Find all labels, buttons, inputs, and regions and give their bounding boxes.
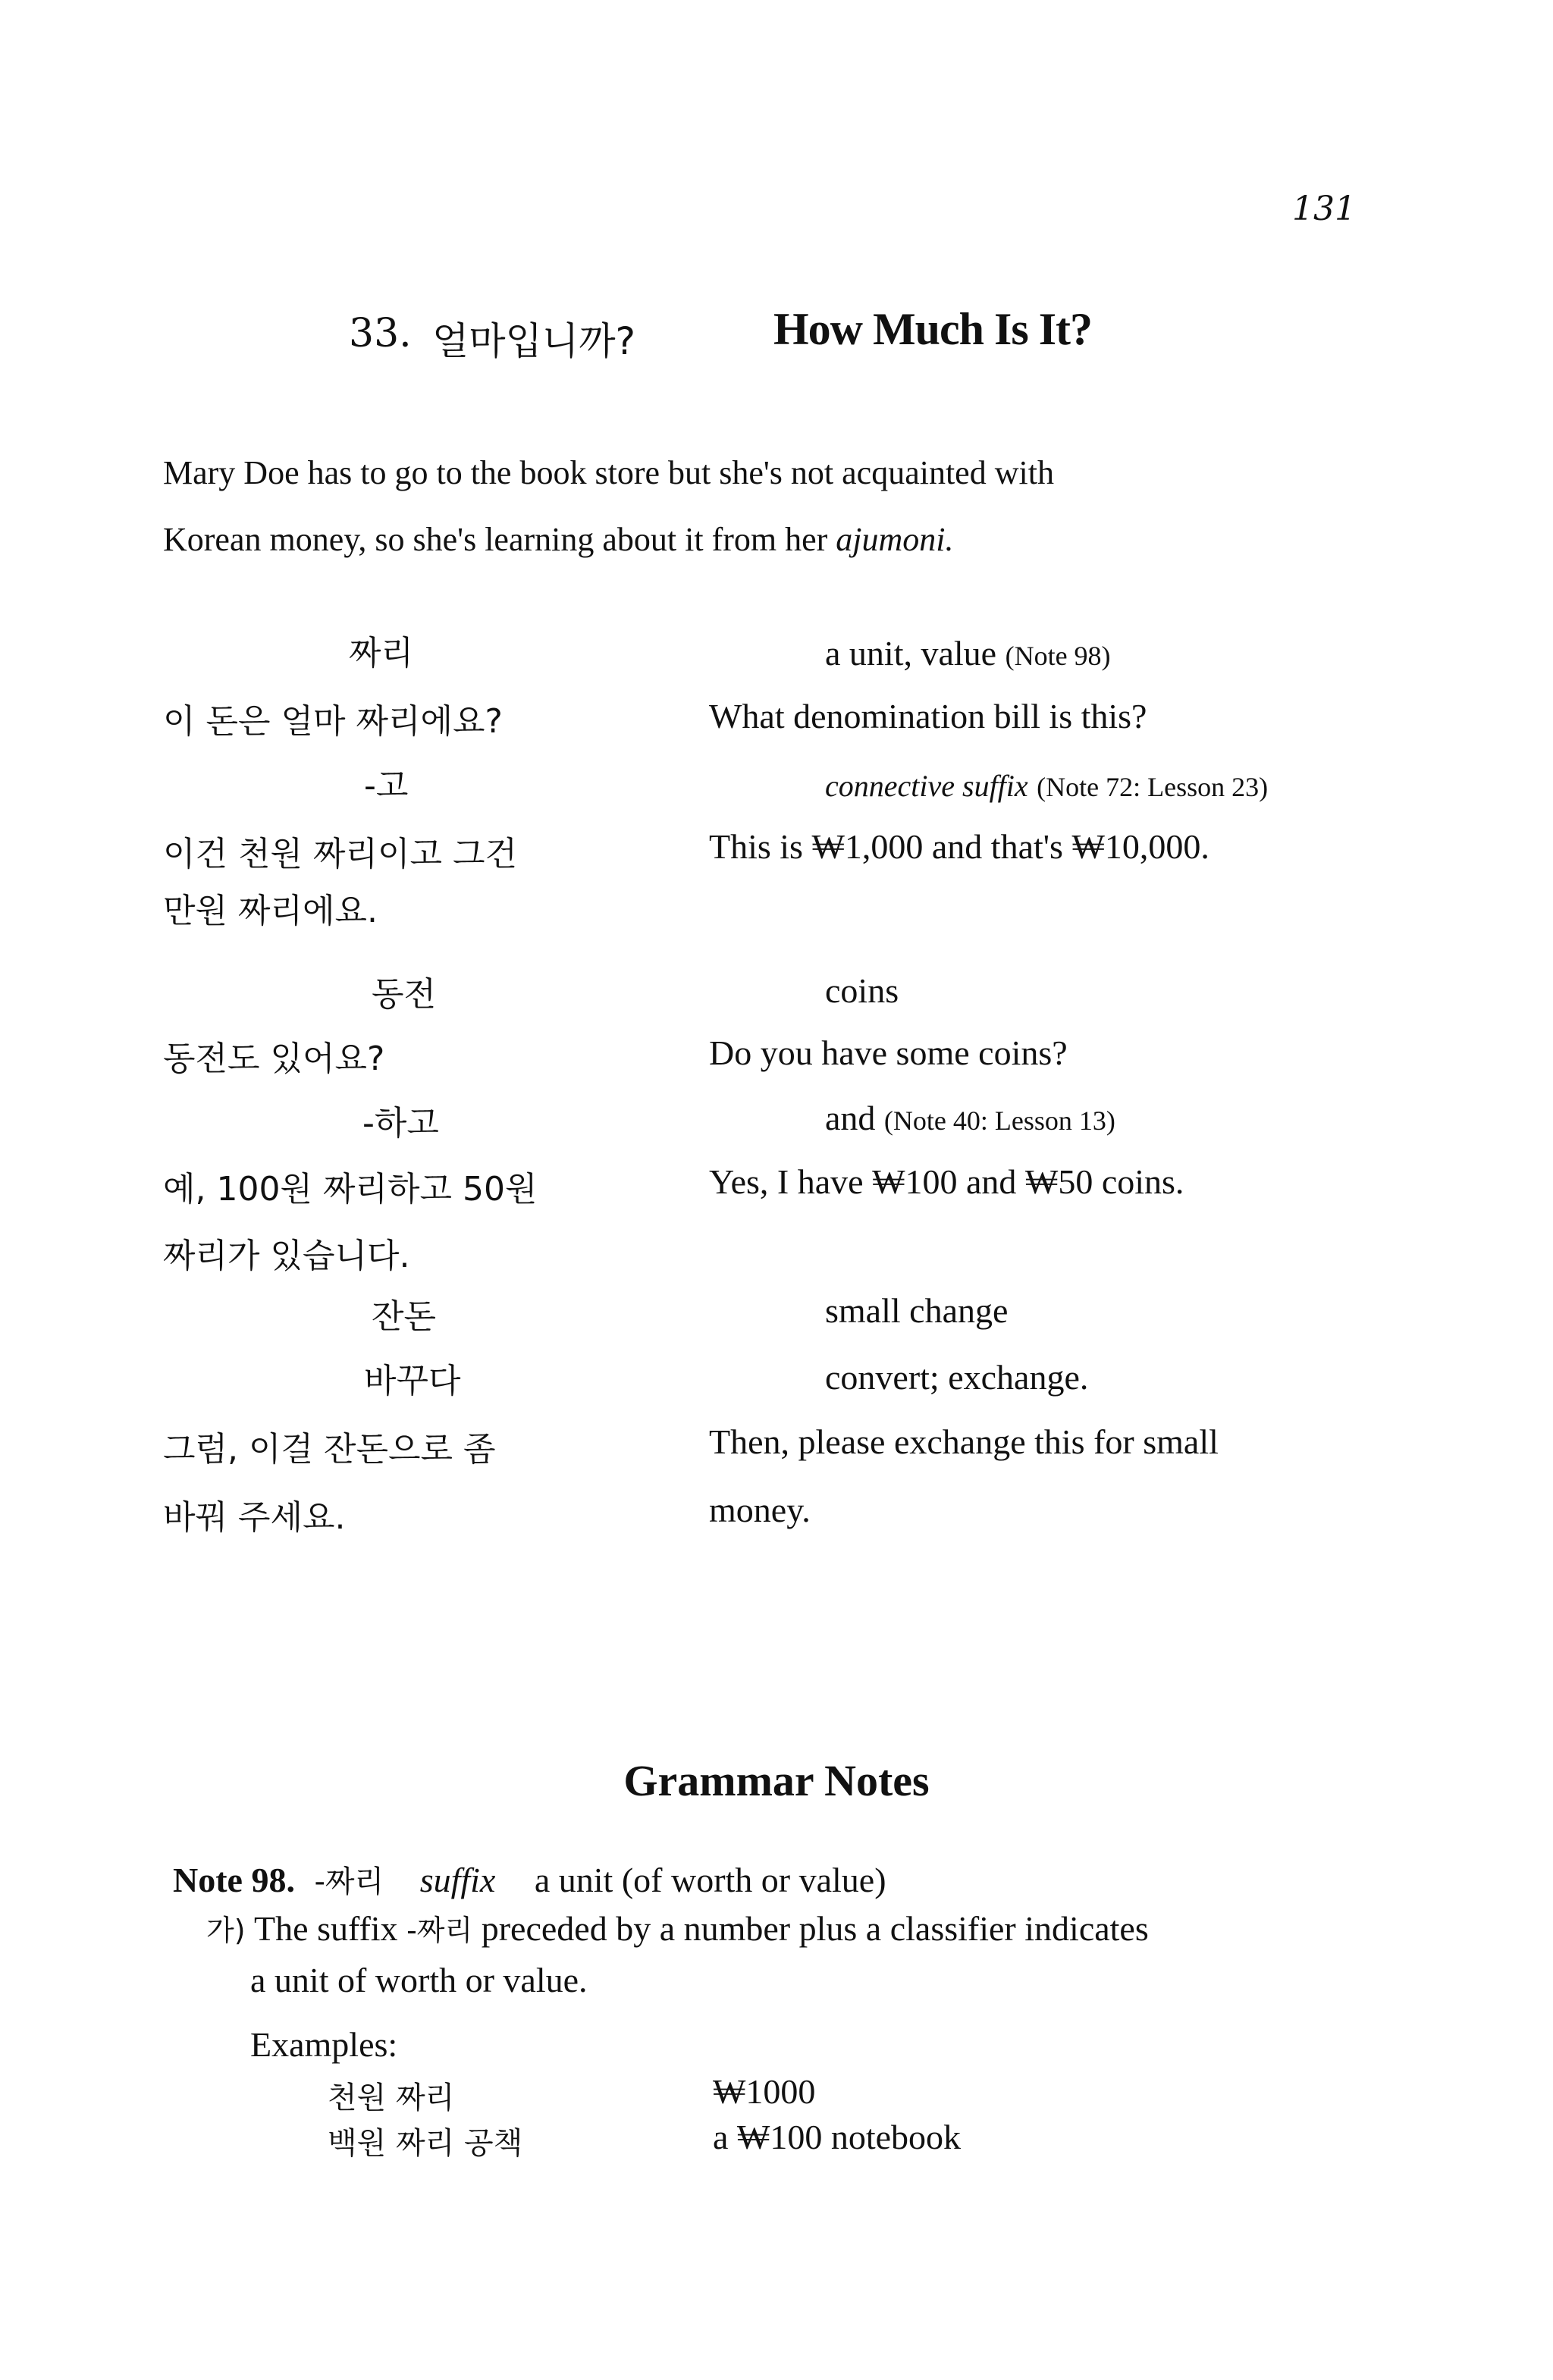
question-1-korean: 이 돈은 얼마 짜리에요? [163, 702, 503, 741]
vocab-dongjeon-korean: 동전 [372, 975, 437, 1014]
vocab-hago-english: and (Note 40: Lesson 13) [825, 1099, 1115, 1137]
answer-2-korean-line-1: 예, 100원 짜리하고 50원 [163, 1170, 538, 1209]
vocab-bakkuda-korean: 바꾸다 [364, 1362, 461, 1400]
intro-line-2: Korean money, so she's learning about it from her ajumoni. [163, 521, 954, 558]
answer-2-korean-line-2: 짜리가 있습니다. [163, 1237, 410, 1275]
lesson-title-english: How Much Is It? [773, 304, 1093, 354]
request-korean-line-2: 바꿔 주세요. [163, 1498, 346, 1537]
note-ref: (Note 72: Lesson 23) [1037, 772, 1269, 802]
note-ref: (Note 98) [1005, 641, 1111, 671]
note-98-item-1-line-1: 가) The suffix -짜리 preceded by a number plus a classifier indicates [206, 1909, 1149, 1948]
answer-1-korean-line-2: 만원 짜리에요. [163, 892, 378, 930]
vocab-jandon-korean: 잔돈 [372, 1297, 437, 1336]
example-2-english: a ₩100 notebook [713, 2118, 962, 2156]
suffix-term: -짜리 [406, 1914, 473, 1947]
example-1-korean: 천원 짜리 [328, 2081, 455, 2115]
example-1-english: ₩1000 [713, 2072, 816, 2111]
request-english-line-1: Then, please exchange this for small [709, 1422, 1219, 1461]
lesson-number: 33. [349, 311, 412, 356]
note-98-label: Note 98. [173, 1861, 295, 1899]
answer-1-english: This is ₩1,000 and that's ₩10,000. [709, 827, 1209, 866]
question-2-korean: 동전도 있어요? [163, 1039, 385, 1078]
item-marker: 가) [206, 1914, 246, 1947]
request-korean-line-1: 그럼, 이걸 잔돈으로 좀 [163, 1430, 496, 1469]
note-ref: (Note 40: Lesson 13) [883, 1105, 1115, 1136]
vocab-jjari-english: a unit, value (Note 98) [825, 634, 1111, 673]
question-2-english: Do you have some coins? [709, 1033, 1068, 1072]
ajumoni-term: ajumoni. [836, 521, 954, 558]
intro-paragraph [163, 440, 1376, 573]
intro-line-1: Mary Doe has to go to the book store but she's not acquainted with [163, 454, 1054, 491]
vocab-hago-korean: -하고 [362, 1104, 439, 1143]
question-1-english: What denomination bill is this? [709, 697, 1147, 735]
grammar-notes-heading: Grammar Notes [623, 1756, 930, 1805]
example-2-korean: 백원 짜리 공책 [328, 2126, 523, 2161]
vocab-go-korean: -고 [364, 767, 409, 805]
vocab-go-english: connective suffix (Note 72: Lesson 23) [825, 769, 1269, 803]
note-98-header [173, 1858, 886, 1901]
note-98-item-1-line-2: a unit of worth or value. [250, 1961, 588, 1999]
vocab-jandon-english: small change [825, 1291, 1009, 1330]
answer-2-english: Yes, I have ₩100 and ₩50 coins. [709, 1162, 1184, 1201]
lesson-title-korean: 얼마입니까? [432, 319, 636, 363]
answer-1-korean-line-1: 이건 천원 짜리이고 그건 [163, 835, 517, 873]
note-98-meaning: a unit (of worth or value) [534, 1861, 886, 1899]
vocab-bakkuda-english: convert; exchange. [825, 1358, 1089, 1397]
page-number: 131 [1292, 190, 1356, 228]
vocab-dongjeon-english: coins [825, 971, 899, 1010]
examples-label: Examples: [250, 2025, 398, 2064]
request-english-line-2: money. [709, 1491, 811, 1529]
note-98-term: -짜리 [314, 1864, 384, 1899]
note-98-pos: suffix [419, 1861, 496, 1899]
vocab-jjari-korean: 짜리 [349, 634, 414, 673]
